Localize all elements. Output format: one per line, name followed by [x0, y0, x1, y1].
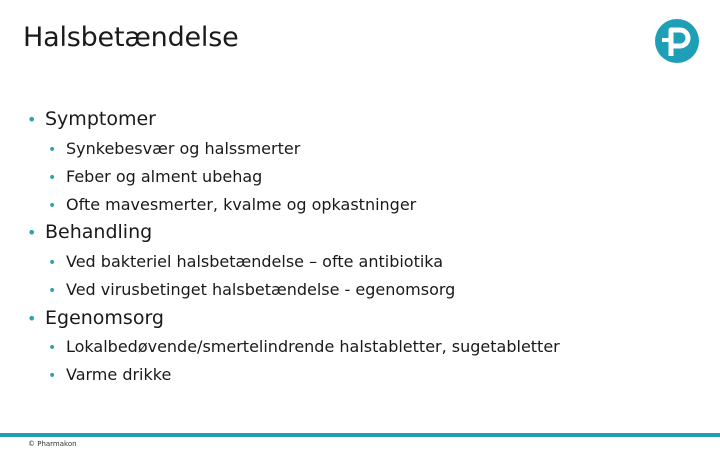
section-label: Symptomer [45, 108, 156, 130]
item-text: Lokalbedøvende/smertelindrende halstabletter, sugetabletter [66, 337, 560, 356]
list-item-level2 [48, 252, 443, 271]
bullet-icon: • [48, 368, 57, 384]
bullet-icon: • [48, 170, 57, 186]
bullet-icon: • [48, 340, 57, 356]
slide-title: Halsbetændelse [23, 22, 239, 53]
item-text: Ofte mavesmerter, kvalme og opkastninger [66, 195, 417, 214]
bullet-icon: • [48, 198, 57, 214]
bullet-icon: • [48, 283, 57, 299]
bullet-icon: • [27, 110, 37, 129]
list-item-level2 [48, 139, 300, 158]
list-item-level1 [27, 307, 164, 329]
section-label: Behandling [45, 221, 153, 243]
item-text: Synkebesvær og halssmerter [66, 139, 301, 158]
brand-name: Pharmakon [37, 440, 77, 448]
footer-brand [28, 440, 77, 448]
list-item-level1 [27, 108, 156, 130]
bullet-icon: • [27, 309, 37, 328]
footer-divider [0, 433, 720, 437]
list-item-level2 [48, 195, 416, 214]
item-text: Ved bakteriel halsbetændelse – ofte antibiotika [66, 252, 444, 271]
list-item-level2 [48, 280, 455, 299]
list-item-level2 [48, 365, 171, 384]
bullet-icon: • [27, 223, 37, 242]
list-item-level1 [27, 221, 152, 243]
item-text: Feber og alment ubehag [66, 167, 263, 186]
item-text: Ved virusbetinget halsbetændelse - egenomsorg [66, 280, 456, 299]
copyright-mark: © [28, 440, 35, 448]
section-label: Egenomsorg [45, 307, 164, 329]
list-item-level2 [48, 337, 560, 356]
list-item-level2 [48, 167, 262, 186]
bullet-icon: • [48, 142, 57, 158]
item-text: Varme drikke [66, 365, 172, 384]
pharmakon-logo-icon [654, 18, 700, 64]
bullet-icon: • [48, 255, 57, 271]
